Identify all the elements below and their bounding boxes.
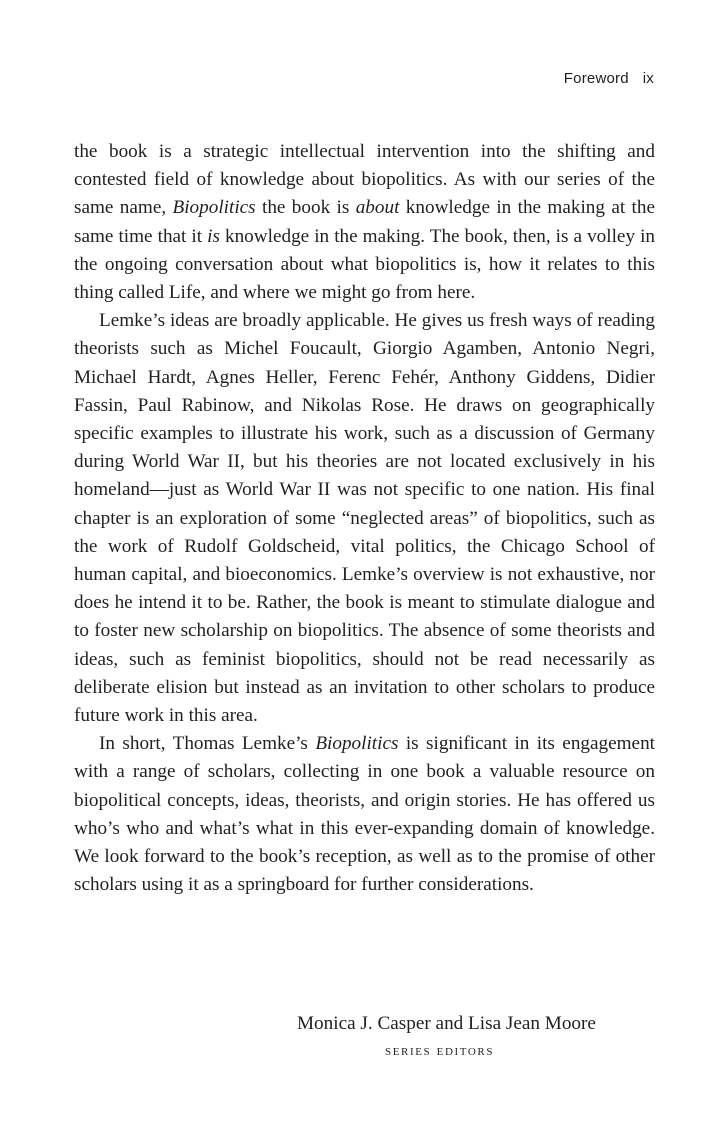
body-text [74, 138, 655, 899]
paragraph-3-italic-title: Biopolitics [315, 733, 399, 755]
paragraph-2: Lemke’s ideas are broadly applicable. He gives us fresh ways of reading theorists such as Michel Foucault, Giorgio Agamben, Antonio Negri, Michael Hardt, Agnes Heller, Ferenc Fehér, Anthony Giddens, Didier Fassin, Paul Rabinow, and Nikolas Rose. He draws on geographically specific examples to illustrate his work, such as a discussion of Germany during World War II, but his theories are not located exclusively in his homeland—just as World War II was not specific to one nation. His final chapter is an exploration of some “neglected areas” of biopolitics, such as the work of Rudolf Goldscheid, vital politics, the Chicago School of human capital, and bioeconomics. Lemke’s overview is not exhaustive, nor does he intend it to be. Rather, the book is meant to stimulate dialogue and to foster new scholarship on biopolitics. The absence of some theorists and ideas, such as feminist biopolitics, should not be read necessarily as deliberate elision but instead as an invitation to other scholars to produce future work in this area. [74, 310, 655, 727]
paragraph-1-text-g: knowledge in the making. The book, then, is a volley in the ongoing conversation about what biopolitics is, how it relates to this thing called Life, and where we might go from here. [74, 225, 656, 304]
signature-role: series editors [385, 1043, 495, 1059]
paragraph-1-text-e: knowledge in the making at the same time that it [74, 197, 655, 247]
paragraph-1-text-a: the book is a strategic intellectual intervention into the shifting and contested field of knowledge about biopolitics. As with our series of the same name, [74, 141, 655, 219]
running-head [564, 70, 654, 87]
paragraph-3-text-c: is significant in its engagement with a range of scholars, collecting in one book a valuable resource on biopolitical concepts, ideas, theorists, and origin stories. He has offered us who’s who and what’s what in this ever-expanding domain of knowledge. We look forward to the book’s reception, as well as to the promise of other scholars using it as a springboard for further considerations. [74, 733, 655, 896]
signature-names: Monica J. Casper and Lisa Jean Moore [297, 1013, 596, 1034]
paragraph-1-text-c: the book is [255, 197, 356, 219]
running-head-section: Foreword [563, 70, 629, 87]
page-number: ix [642, 70, 654, 87]
paragraph-1-italic-title: Biopolitics [172, 197, 256, 219]
paragraph-1-italic-is: is [207, 225, 220, 247]
paragraph-1 [74, 138, 655, 307]
paragraph-1-italic-about: about [355, 197, 400, 219]
paragraph-3 [74, 730, 655, 899]
paragraph-3-text-a: In short, Thomas Lemke’s [99, 733, 316, 755]
